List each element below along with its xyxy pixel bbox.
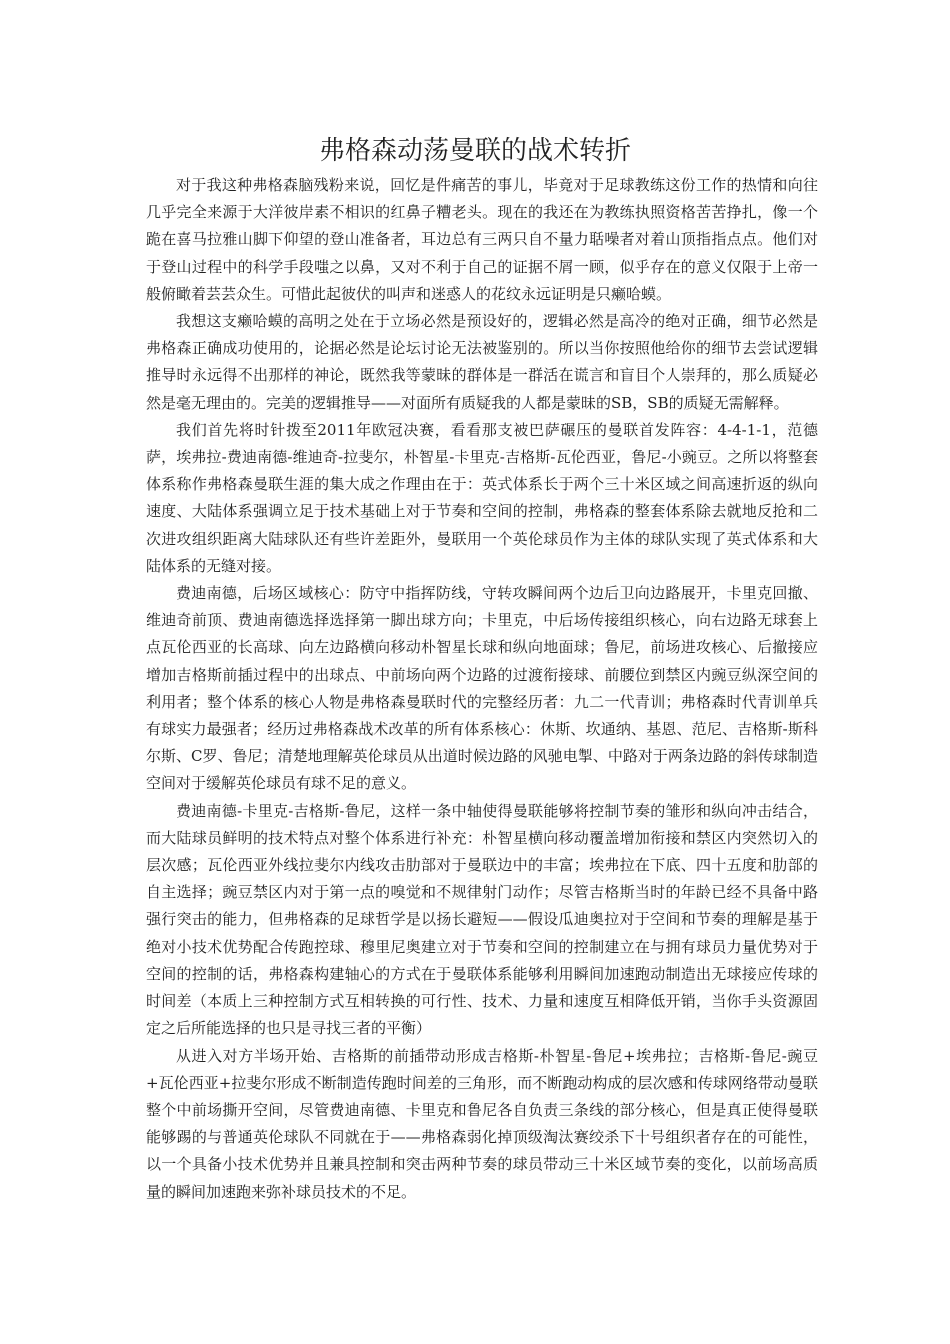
paragraph-logic: 我想这支癞哈蟆的高明之处在于立场必然是预设好的，逻辑必然是高冷的绝对正确，细节必然是弗格森正确成功使用的，论据必然是论坛讨论无法被鉴别的。所以当你按照他给你的细节去尝试逻辑推导时永远得不出那样的神论，既然我等蒙昧的群体是一群活在谎言和盲目个人崇拜的，那么质疑必然是毫无理由的。完美的逻辑推导——对面所有质疑我的人都是蒙昧的SB，SB的质疑无需解释。 <box>146 312 818 412</box>
document-title: 弗格森动荡曼联的战术转折 <box>318 136 631 166</box>
paragraph-core-players: 费迪南德，后场区域核心：防守中指挥防线，守转攻瞬间两个边后卫向边路展开，卡里克回撤、维迪奇前顶、费迪南德选择选择第一脚出球方向；卡里克，中后场传接组织核心，向右边路无球套上点瓦伦西亚的长高球、向左边路横向移动朴智星长球和纵向地面球；鲁尼，前场进攻核心、后撤接应增加吉格斯前插过程中的出球点、中前场向两个边路的过渡衔接球、前腰位到禁区内豌豆纵深空间的利用者；整个体系的核心人物是弗格森曼联时代的完整经历者：九二一代青训；弗格森时代青训单兵有球实力最强者；经历过弗格森战术改革的所有体系核心：休斯、坎通纳、基恩、范尼、吉格斯-斯科尔斯、C罗、鲁尼；清楚地理解英伦球员从出道时候边路的风驰电掣、中路对于两条边路的斜传球制造空间对于缓解英伦球员有球不足的意义。 <box>146 584 818 793</box>
paragraph-2011-final-lineup: 我们首先将时针拨至2011年欧冠决赛，看看那支被巴萨碾压的曼联首发阵容：4-4-1-1，范德萨，埃弗拉-费迪南德-维迪奇-拉斐尔，朴智星-卡里克-吉格斯-瓦伦西亚，鲁尼-小豌豆。之所以将整套体系称作弗格森曼联生涯的集大成之作理由在于：英式体系长于两个三十米区域之间高速折返的纵向速度、大陆体系强调立足于技术基础上对于节奏和空间的控制，弗格森的整套体系除去就地反抢和二次进攻组织距离大陆球队还有些许差距外，曼联用一个英伦球员作为主体的球队实现了英式体系和大陆体系的无缝对接。 <box>146 420 818 575</box>
paragraph-central-axis: 费迪南德-卡里克-吉格斯-鲁尼，这样一条中轴使得曼联能够将控制节奏的雏形和纵向冲击结合，而大陆球员鲜明的技术特点对整个体系进行补充：朴智星横向移动覆盖增加衔接和禁区内突然切入的层次感；瓦伦西亚外线拉斐尔内线攻击肋部对于曼联边中的丰富；埃弗拉在下底、四十五度和肋部的自主选择；豌豆禁区内对于第一点的嗅觉和不规律射门动作；尽管吉格斯当时的年龄已经不具备中路强行突击的能力，但弗格森的足球哲学是以扬长避短——假设瓜迪奥拉对于空间和节奏的理解是基于绝对小技术优势配合传跑控球、穆里尼奥建立对于节奏和空间的控制建立在与拥有球员力量优势对于空间的控制的话，弗格森构建轴心的方式在于曼联体系能够利用瞬间加速跑动制造出无球接应传球的时间差（本质上三种控制方式互相转换的可行性、技术、力量和速度互相降低开销，当你手头资源固定之后所能选择的也只是寻找三者的平衡） <box>146 801 818 1038</box>
paragraph-attacking-triangles: 从进入对方半场开始、吉格斯的前插带动形成吉格斯-朴智星-鲁尼+埃弗拉；吉格斯-鲁尼-豌豆+瓦伦西亚+拉斐尔形成不断制造传跑时间差的三角形，而不断跑动构成的层次感和传球网络带动曼联整个中前场撕开空间，尽管费迪南德、卡里克和鲁尼各自负责三条线的部分核心，但是真正使得曼联能够踢的与普通英伦球队不同就在于——弗格森弱化掉顶级淘汰赛绞杀下十号组织者存在的可能性，以一个具备小技术优势并且兼具控制和突击两种节奏的球员带动三十米区域节奏的变化，以前场高质量的瞬间加速跑来弥补球员技术的不足。 <box>146 1046 818 1201</box>
paragraph-intro: 对于我这种弗格森脑残粉来说，回忆是件痛苦的事儿，毕竟对于足球教练这份工作的热情和向往几乎完全来源于大洋彼岸素不相识的红鼻子糟老头。现在的我还在为教练执照资格苦苦挣扎，像一个跪在喜马拉雅山脚下仰望的登山准备者，耳边总有三两只自不量力聒噪者对着山顶指指点点。他们对于登山过程中的科学手段嗤之以鼻，又对不利于自己的证据不屑一顾，似乎存在的意义仅限于上帝一般俯瞰着芸芸众生。可惜此起彼伏的叫声和迷惑人的花纹永远证明是只癞哈蟆。 <box>146 176 818 303</box>
document-body <box>146 172 818 1206</box>
